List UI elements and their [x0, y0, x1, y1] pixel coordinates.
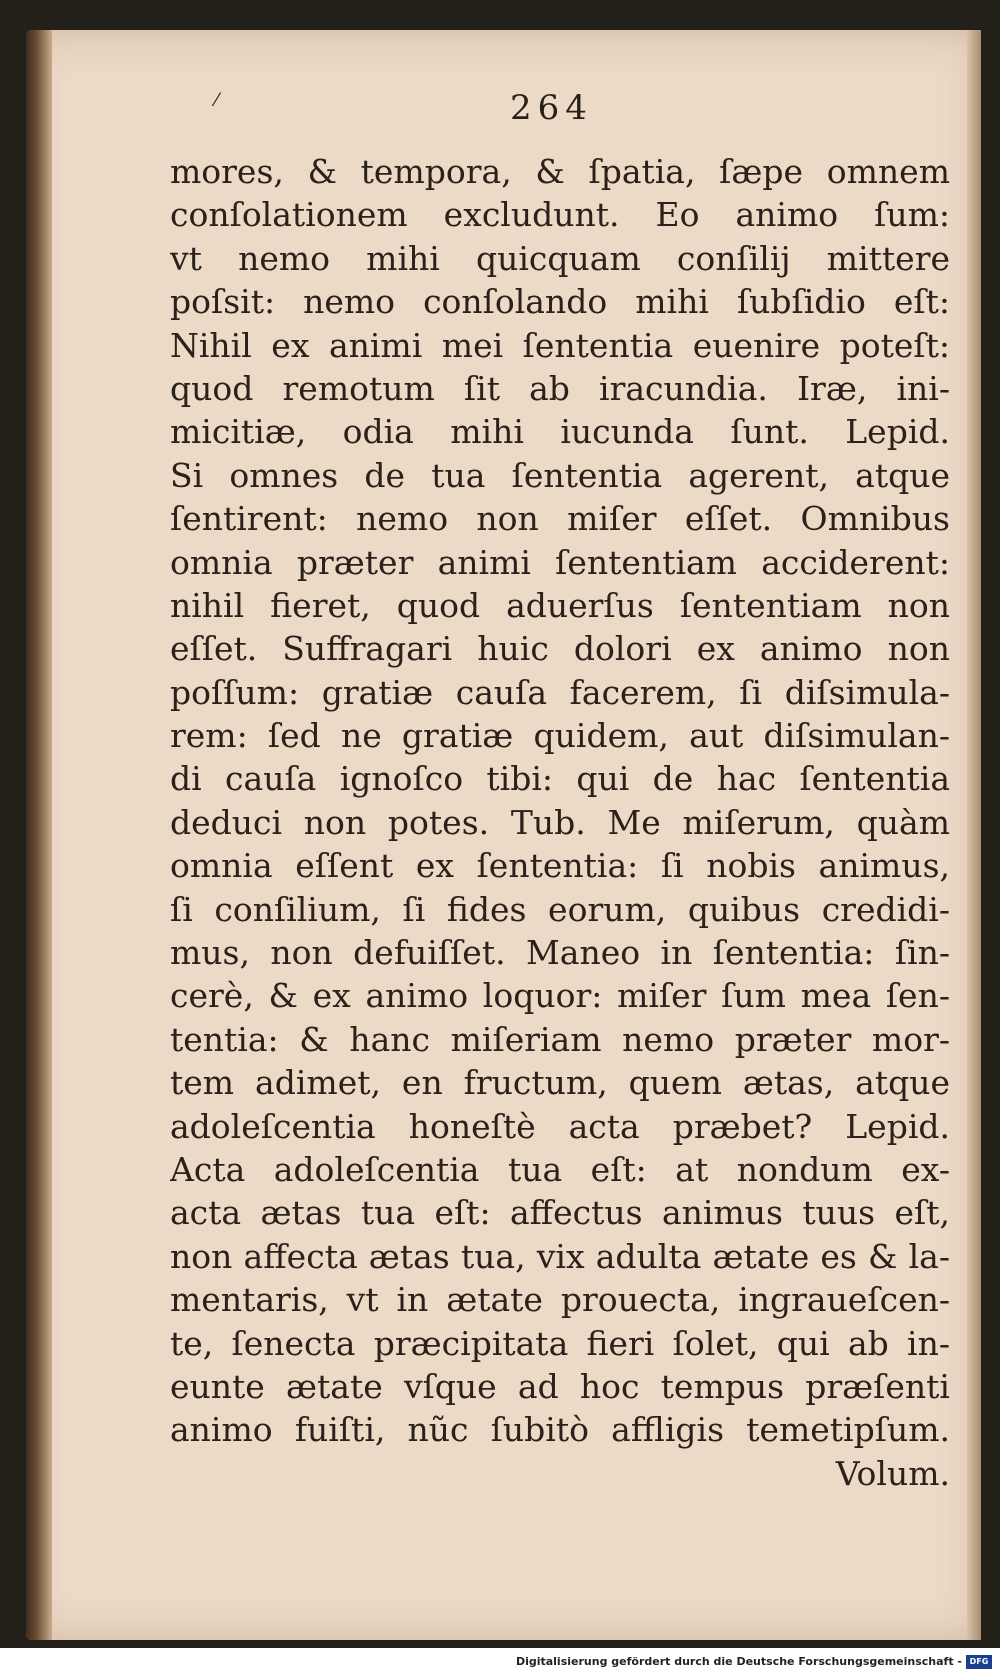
- page-number: 264: [510, 88, 593, 128]
- text-line: poſſum: gratiæ cauſa facerem, ſi diſsimula-: [170, 672, 950, 712]
- text-line: eſſet. Suffragari huic dolori ex animo non: [170, 629, 950, 669]
- text-line: nihil fieret, quod aduerſus ſententiam non: [170, 585, 950, 625]
- text-line: cerè, & ex animo loquor: miſer ſum mea ſen-: [170, 976, 950, 1016]
- text-line: vt nemo mihi quicquam conſilij mittere: [170, 238, 950, 278]
- text-line: animo fuiſti, nũc ſubitò affligis temetipſum.: [170, 1410, 950, 1450]
- footer-credit: Digitalisierung gefördert durch die Deutsche Forschungsgemeinschaft -: [515, 1655, 962, 1668]
- text-line: rem: ſed ne gratiæ quidem, aut diſsimulan-: [170, 716, 950, 756]
- text-line: mores, & tempora, & ſpatia, ſæpe omnem: [170, 152, 950, 191]
- text-line: acta ætas tua eſt: affectus animus tuus eſt,: [170, 1193, 950, 1233]
- text-line: quod remotum ſit ab iracundia. Iræ, ini-: [170, 368, 950, 408]
- text-line: tentia: & hanc miſeriam nemo præter mor-: [170, 1019, 950, 1059]
- book-spine-edge: [26, 30, 52, 1640]
- text-line: mus, non defuiſſet. Maneo in ſententia: ſin-: [170, 933, 950, 973]
- text-line: te, ſenecta præcipitata fieri ſolet, qui ab in-: [170, 1323, 950, 1363]
- text-line: ſi conſilium, ſi fides eorum, quibus credidi-: [170, 889, 950, 929]
- text-line: Acta adoleſcentia tua eſt: at nondum ex-: [170, 1149, 950, 1189]
- text-line: poſsit: nemo conſolando mihi ſubſidio eſt:: [170, 282, 950, 322]
- footer: [0, 1652, 1000, 1677]
- text-line: di cauſa ignoſco tibi: qui de hac ſententia: [170, 759, 950, 799]
- text-line: Si omnes de tua ſententia agerent, atque: [170, 455, 950, 495]
- text-line: non affecta ætas tua, vix adulta ætate es & la-: [170, 1236, 950, 1276]
- text-line: deduci non potes. Tub. Me miſerum, quàm: [170, 802, 950, 842]
- book-fore-edge: [967, 30, 981, 1640]
- text-line: tem adimet, en fructum, quem ætas, atque: [170, 1063, 950, 1103]
- dfg-logo-icon: DFG: [966, 1655, 992, 1669]
- printer-mark: ⁄: [215, 90, 219, 111]
- text-line: mentaris, vt in ætate prouecta, ingraueſcen-: [170, 1280, 950, 1320]
- text-line: adoleſcentia honeſtè acta præbet? Lepid.: [170, 1106, 950, 1146]
- text-line: conſolationem excludunt. Eo animo ſum:: [170, 195, 950, 235]
- text-line: Volum.: [835, 1453, 950, 1493]
- text-line: eunte ætate vſque ad hoc tempus præſenti: [170, 1366, 950, 1406]
- text-line: ſentirent: nemo non miſer eſſet. Omnibus: [170, 499, 950, 539]
- text-line: omnia præter animi ſententiam acciderent:: [170, 542, 950, 582]
- text-line: Nihil ex animi mei ſententia euenire poteſt:: [170, 325, 950, 365]
- text-line: omnia eſſent ex ſententia: ſi nobis animus,: [170, 846, 950, 886]
- text-block: [170, 150, 950, 1495]
- text-line: micitiæ, odia mihi iucunda ſunt. Lepid.: [170, 412, 950, 452]
